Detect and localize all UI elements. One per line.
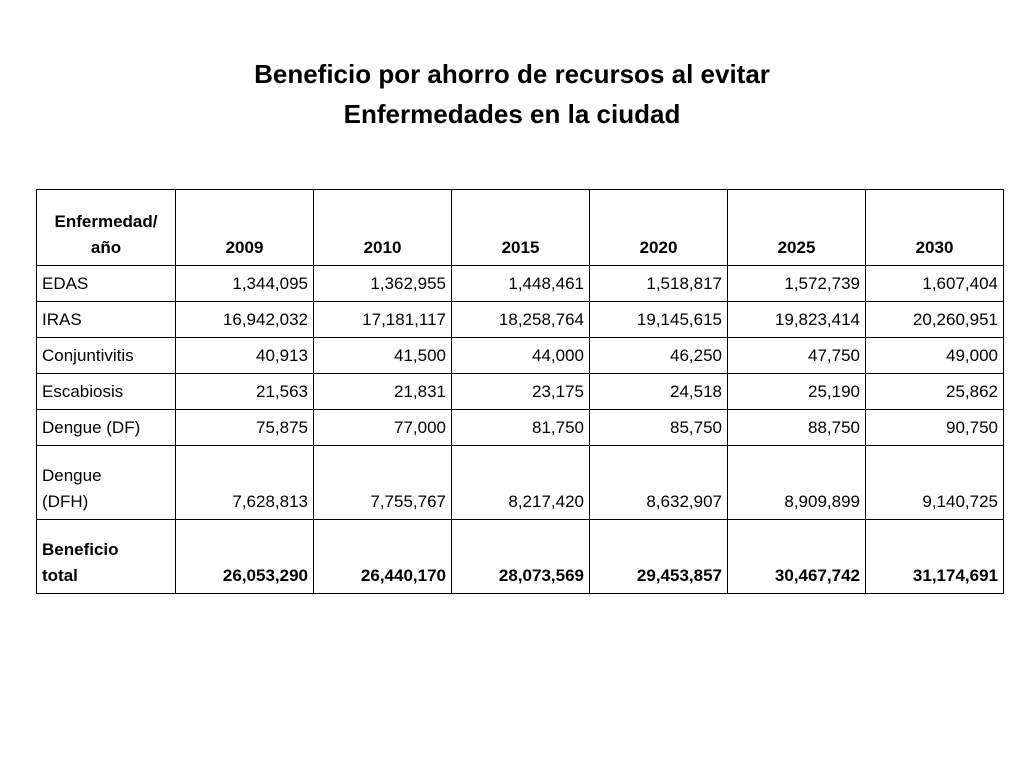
table-cell: 1,448,461 xyxy=(452,266,590,302)
table-cell: 9,140,725 xyxy=(866,446,1004,520)
row-label-line-2: total xyxy=(42,566,78,585)
table-row-total xyxy=(37,520,1004,594)
row-label xyxy=(37,446,176,520)
header-year-2009: 2009 xyxy=(176,190,314,266)
row-label-line-1: Dengue xyxy=(42,466,102,485)
slide-title-line-1: Beneficio por ahorro de recursos al evitar xyxy=(254,59,770,89)
table-cell: 20,260,951 xyxy=(866,302,1004,338)
table-cell: 19,145,615 xyxy=(590,302,728,338)
table-row-conjuntivitis xyxy=(37,338,1004,374)
table-cell: 18,258,764 xyxy=(452,302,590,338)
table-cell: 90,750 xyxy=(866,410,1004,446)
table-row-dengue-dfh xyxy=(37,446,1004,520)
table-cell: 88,750 xyxy=(728,410,866,446)
table-cell: 1,572,739 xyxy=(728,266,866,302)
table-cell: 77,000 xyxy=(314,410,452,446)
table-cell: 1,362,955 xyxy=(314,266,452,302)
row-label: Escabiosis xyxy=(37,374,176,410)
table-cell: 23,175 xyxy=(452,374,590,410)
header-year-2030: 2030 xyxy=(866,190,1004,266)
row-label xyxy=(37,520,176,594)
total-cell: 28,073,569 xyxy=(452,520,590,594)
table-cell: 85,750 xyxy=(590,410,728,446)
total-cell: 29,453,857 xyxy=(590,520,728,594)
table-cell: 8,909,899 xyxy=(728,446,866,520)
header-disease-year xyxy=(37,190,176,266)
table-cell: 21,563 xyxy=(176,374,314,410)
header-year-2020: 2020 xyxy=(590,190,728,266)
table-cell: 25,190 xyxy=(728,374,866,410)
table-header-row xyxy=(37,190,1004,266)
table-cell: 7,628,813 xyxy=(176,446,314,520)
table-row-edas xyxy=(37,266,1004,302)
table-cell: 25,862 xyxy=(866,374,1004,410)
table-cell: 44,000 xyxy=(452,338,590,374)
table-cell: 41,500 xyxy=(314,338,452,374)
table-cell: 75,875 xyxy=(176,410,314,446)
table-cell: 16,942,032 xyxy=(176,302,314,338)
total-cell: 26,053,290 xyxy=(176,520,314,594)
slide-title-line-2: Enfermedades en la ciudad xyxy=(343,99,681,129)
table-cell: 81,750 xyxy=(452,410,590,446)
header-disease-year-line-2: año xyxy=(90,238,122,257)
row-label: EDAS xyxy=(37,266,176,302)
table-cell: 1,607,404 xyxy=(866,266,1004,302)
table-cell: 40,913 xyxy=(176,338,314,374)
table-cell: 8,217,420 xyxy=(452,446,590,520)
table-row-dengue-df xyxy=(37,410,1004,446)
row-label-line-1: Beneficio xyxy=(42,540,119,559)
table-cell: 49,000 xyxy=(866,338,1004,374)
row-label: Dengue (DF) xyxy=(37,410,176,446)
table-row-escabiosis xyxy=(37,374,1004,410)
table-row-iras xyxy=(37,302,1004,338)
table-cell: 17,181,117 xyxy=(314,302,452,338)
row-label-line-2: (DFH) xyxy=(42,492,89,511)
total-cell: 30,467,742 xyxy=(728,520,866,594)
table-cell: 1,344,095 xyxy=(176,266,314,302)
row-label: IRAS xyxy=(37,302,176,338)
header-year-2015: 2015 xyxy=(452,190,590,266)
slide-title xyxy=(0,54,1024,134)
table-cell: 1,518,817 xyxy=(590,266,728,302)
total-cell: 31,174,691 xyxy=(866,520,1004,594)
table-cell: 24,518 xyxy=(590,374,728,410)
benefit-table xyxy=(36,189,1004,594)
table-cell: 8,632,907 xyxy=(590,446,728,520)
table-cell: 7,755,767 xyxy=(314,446,452,520)
header-year-2010: 2010 xyxy=(314,190,452,266)
total-cell: 26,440,170 xyxy=(314,520,452,594)
header-year-2025: 2025 xyxy=(728,190,866,266)
table-cell: 19,823,414 xyxy=(728,302,866,338)
table-cell: 21,831 xyxy=(314,374,452,410)
row-label: Conjuntivitis xyxy=(37,338,176,374)
table-cell: 47,750 xyxy=(728,338,866,374)
header-disease-year-line-1: Enfermedad/ xyxy=(54,212,158,231)
table-cell: 46,250 xyxy=(590,338,728,374)
